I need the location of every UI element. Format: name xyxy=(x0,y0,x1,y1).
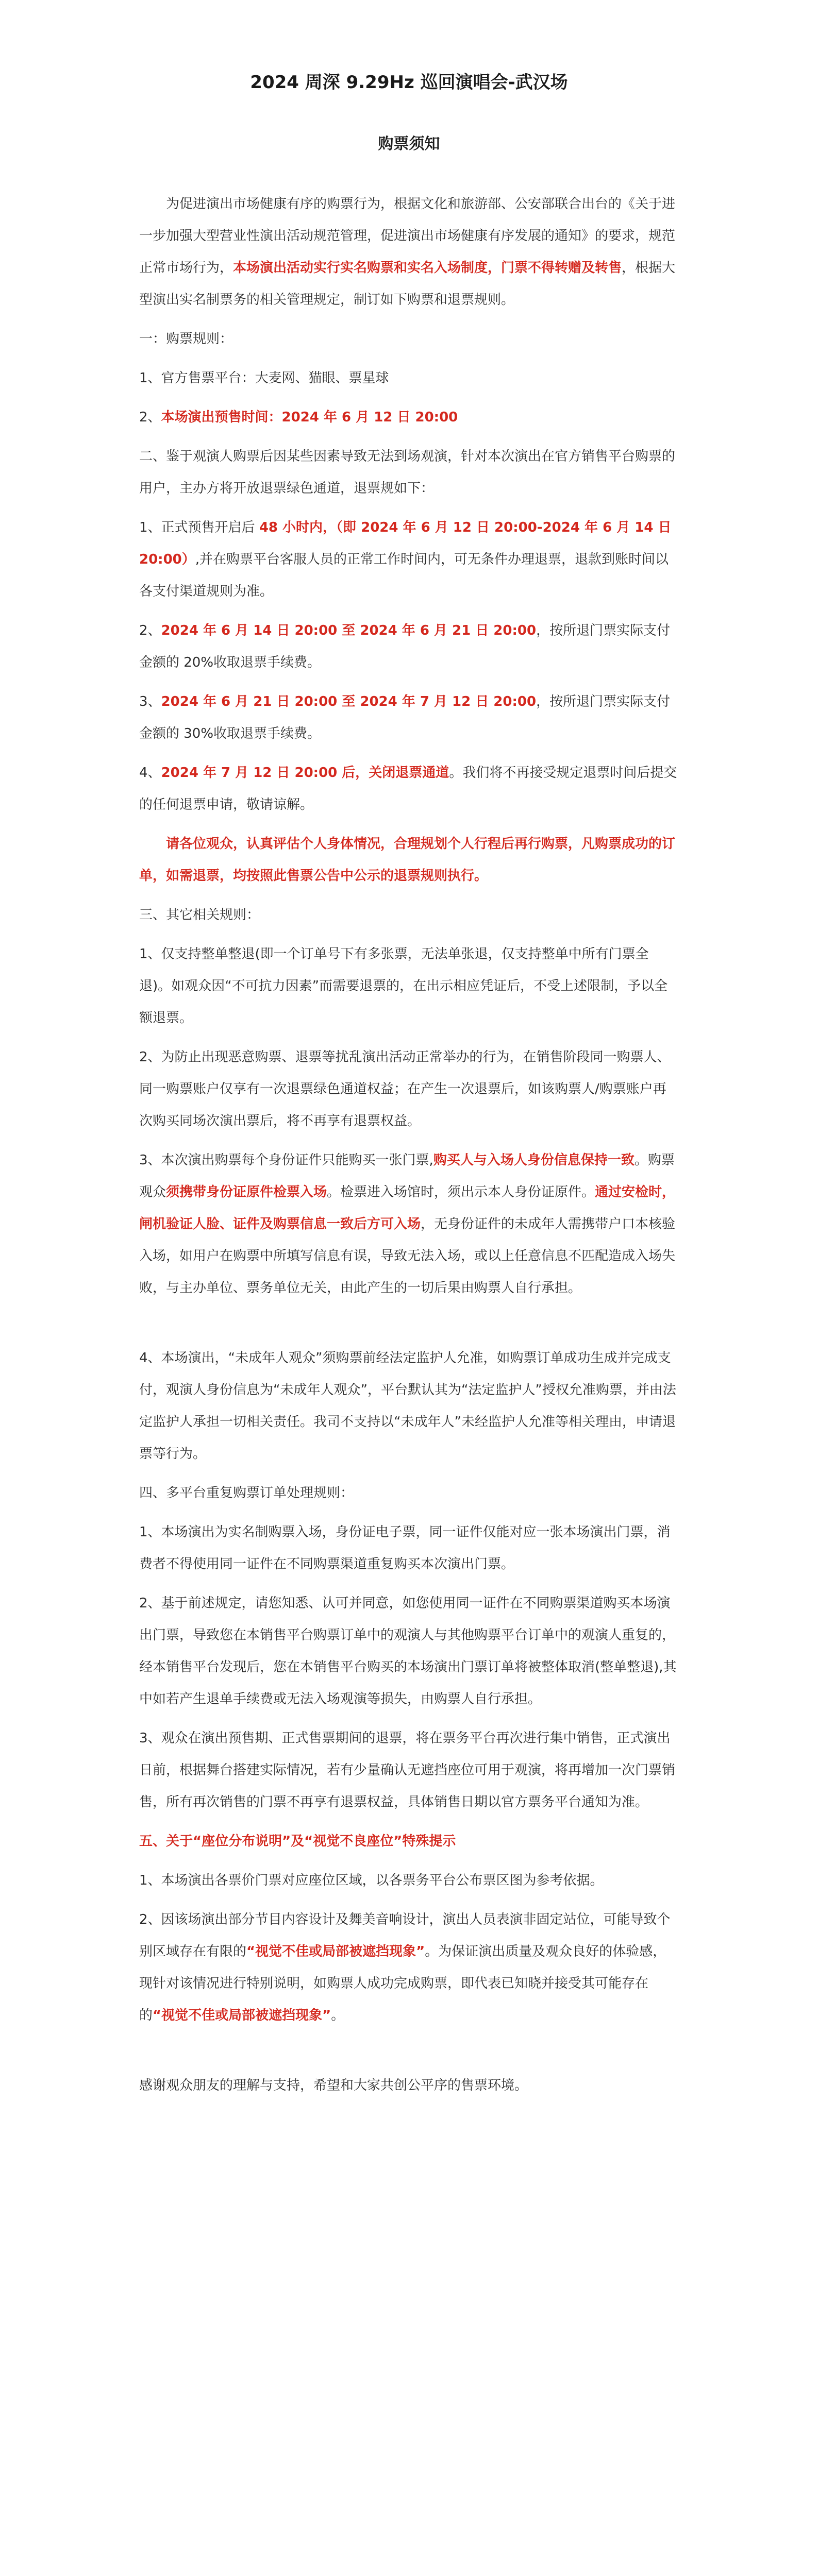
section-5-item-2-a: 2、因该场演出部分节目内容设计及舞美音响设计，演出人员表演非固定站位，可能导致个别区域存在有限的 xyxy=(139,1912,671,1959)
section-2-item-1 xyxy=(139,512,679,607)
intro-highlight: 本场演出活动实行实名购票和实名入场制度，门票不得转赠及转售 xyxy=(233,260,622,276)
id-match-highlight: 购买人与入场人身份信息保持一致 xyxy=(433,1153,635,1168)
section-1-item-2 xyxy=(139,401,679,433)
section-2-item-3-highlight: 2024 年 6 月 21 日 20:00 至 2024 年 7 月 12 日 20:00 xyxy=(161,694,537,709)
section-5-item-2-e: 。 xyxy=(331,2008,345,2023)
section-4-item-1: 1、本场演出为实名制购票入场，身份证电子票，同一证件仅能对应一张本场演出门票，消费者不得使用同一证件在不同购票渠道重复购买本次演出门票。 xyxy=(139,1524,671,1572)
section-4-item-2: 2、基于前述规定，请您知悉、认可并同意，如您使用同一证件在不同购票渠道购买本场演出门票，导致您在本销售平台购票订单中的观演人与其他购票平台订单中的观演人重复的，经本销售平台发现后，您在本销售平台购买的本场演出门票订单将被整体取消(整单整退),其中如若产生退单手续费或无法入场观演等损失，由购票人自行承担。 xyxy=(139,1596,677,1707)
section-2-item-4-c: 。我们将不再接受规定退票时间后提交的任何退票申请，敬请谅解。 xyxy=(139,765,677,812)
section-3-heading: 三、其它相关规则： xyxy=(139,907,260,923)
section-2-item-1-a: 1、正式预售开启后 xyxy=(139,520,259,535)
section-4-item-3: 3、观众在演出预售期、正式售票期间的退票，将在票务平台再次进行集中销售，正式演出日前，根据舞台搭建实际情况，若有少量确认无遮挡座位可用于观演，将再增加一次门票销售，所有再次销售的门票不再享有退票权益，具体销售日期以官方票务平台通知为准。 xyxy=(139,1731,676,1810)
section-2-item-2-c: ，按所退门票实际支付金额的 20%收取退票手续费。 xyxy=(139,623,671,670)
spacer xyxy=(139,1311,679,1342)
section-2-item-1-c: ,并在购票平台客服人员的正常工作时间内，可无条件办理退票，退款到账时间以各支付渠道规则为准。 xyxy=(139,552,669,599)
section-2-item-4-highlight: 2024 年 7 月 12 日 20:00 后，关闭退票通道 xyxy=(161,765,449,781)
section-5-item-2 xyxy=(139,1904,679,2031)
section-3-item-3-g: ，无身份证件的未成年人需携带户口本核验入场，如用户在购票中所填写信息有误，导致无法入场，或以上任意信息不匹配造成入场失败，与主办单位、票务单位无关，由此产生的一切后果由购票人自行承担。 xyxy=(139,1216,676,1296)
section-2-item-2-a: 2、 xyxy=(139,623,161,638)
section-2-heading: 二、鉴于观演人购票后因某些因素导致无法到场观演，针对本次演出在官方销售平台购票的用户，主办方将开放退票绿色通道，退票规如下： xyxy=(139,449,676,496)
spacer xyxy=(139,2039,679,2070)
section-2-item-2-highlight: 2024 年 6 月 14 日 20:00 至 2024 年 6 月 21 日 20:00 xyxy=(161,623,537,638)
presale-time-highlight: 本场演出预售时间：2024 年 6 月 12 日 20:00 xyxy=(161,410,458,425)
section-1-item-2-num: 2、 xyxy=(139,410,161,425)
section-3-item-2: 2、为防止出现恶意购票、退票等扰乱演出活动正常举办的行为，在销售阶段同一购票人、同一购票账户仅享有一次退票绿色通道权益；在产生一次退票后，如该购票人/购票账户再次购买同场次演出票后，将不再享有退票权益。 xyxy=(139,1049,671,1129)
section-3-item-3-e: 。检票进入场馆时，须出示本人身份证原件。 xyxy=(327,1184,595,1200)
section-3-item-4: 4、本场演出，“未成年人观众”须购票前经法定监护人允准，如购票订单成功生成并完成支付，观演人身份信息为“未成年人观众”，平台默认其为“法定监护人”授权允准购票，并由法定监护人承担一切相关责任。我司不支持以“未成年人”未经监护人允准等相关理由，申请退票等行为。 xyxy=(139,1350,676,1462)
section-2-item-2 xyxy=(139,615,679,679)
section-2-item-4-a: 4、 xyxy=(139,765,161,781)
section-2-item-3 xyxy=(139,686,679,750)
intro-paragraph xyxy=(139,188,679,316)
section-2-item-1-highlight: 48 小时内，（即 2024 年 6 月 12 日 20:00-2024 年 6 月 14 日 20:00） xyxy=(139,520,672,567)
section-5-heading: 五、关于“座位分布说明”及“视觉不良座位”特殊提示 xyxy=(139,1834,456,1849)
document-subtitle: 购票须知 xyxy=(378,135,440,153)
section-3-item-3 xyxy=(139,1144,679,1304)
section-2-item-3-a: 3、 xyxy=(139,694,161,709)
section-3-item-3-c: 。购票观众 xyxy=(139,1153,675,1200)
section-4-heading: 四、多平台重复购票订单处理规则： xyxy=(139,1485,354,1501)
section-2-item-3-c: ，按所退门票实际支付金额的 30%收取退票手续费。 xyxy=(139,694,671,741)
section-2-item-4 xyxy=(139,757,679,821)
security-check-highlight: 通过安检时，闸机验证人脸、证件及购票信息一致后方可入场 xyxy=(139,1184,676,1232)
section-5-item-1: 1、本场演出各票价门票对应座位区域，以各票务平台公布票区图为参考依据。 xyxy=(139,1873,604,1888)
section-5-item-2-c: 。为保证演出质量及观众良好的体验感，现针对该情况进行特别说明，如购票人成功完成购票，即代表已知晓并接受其可能存在的 xyxy=(139,1944,666,2023)
obstructed-view-highlight-1: “视觉不佳或局部被遮挡现象” xyxy=(246,1944,425,1959)
id-original-highlight: 须携带身份证原件检票入场 xyxy=(166,1184,327,1200)
section-3-item-1: 1、仅支持整单整退(即一个订单号下有多张票，无法单张退，仅支持整单中所有门票全退)。如观众因“不可抗力因素”而需要退票的，在出示相应凭证后，不受上述限制，予以全额退票。 xyxy=(139,946,668,1026)
document-title: 2024 周深 9.29Hz 巡回演唱会-武汉场 xyxy=(250,72,568,93)
intro-text-3: ，根据大型演出实名制票务的相关管理规定，制订如下购票和退票规则。 xyxy=(139,260,676,308)
closing-text: 感谢观众朋友的理解与支持，希望和大家共创公平序的售票环境。 xyxy=(139,2078,528,2093)
refund-notice: 请各位观众，认真评估个人身体情况，合理规划个人行程后再行购票，凡购票成功的订单，如需退票，均按照此售票公告中公示的退票规则执行。 xyxy=(139,836,676,884)
section-1-heading: 一：购票规则： xyxy=(139,331,233,347)
section-3-item-3-a: 3、本次演出购票每个身份证件只能购买一张门票, xyxy=(139,1153,433,1168)
section-1-item-1: 1、官方售票平台：大麦网、猫眼、票星球 xyxy=(139,370,389,386)
intro-text-1: 为促进演出市场健康有序的购票行为，根据文化和旅游部、公安部联合出台的《关于进一步加强大型营业性演出活动规范管理，促进演出市场健康有序发展的通知》的要求，规范正常市场行为， xyxy=(139,196,676,276)
obstructed-view-highlight-2: “视觉不佳或局部被遮挡现象” xyxy=(153,2008,331,2023)
